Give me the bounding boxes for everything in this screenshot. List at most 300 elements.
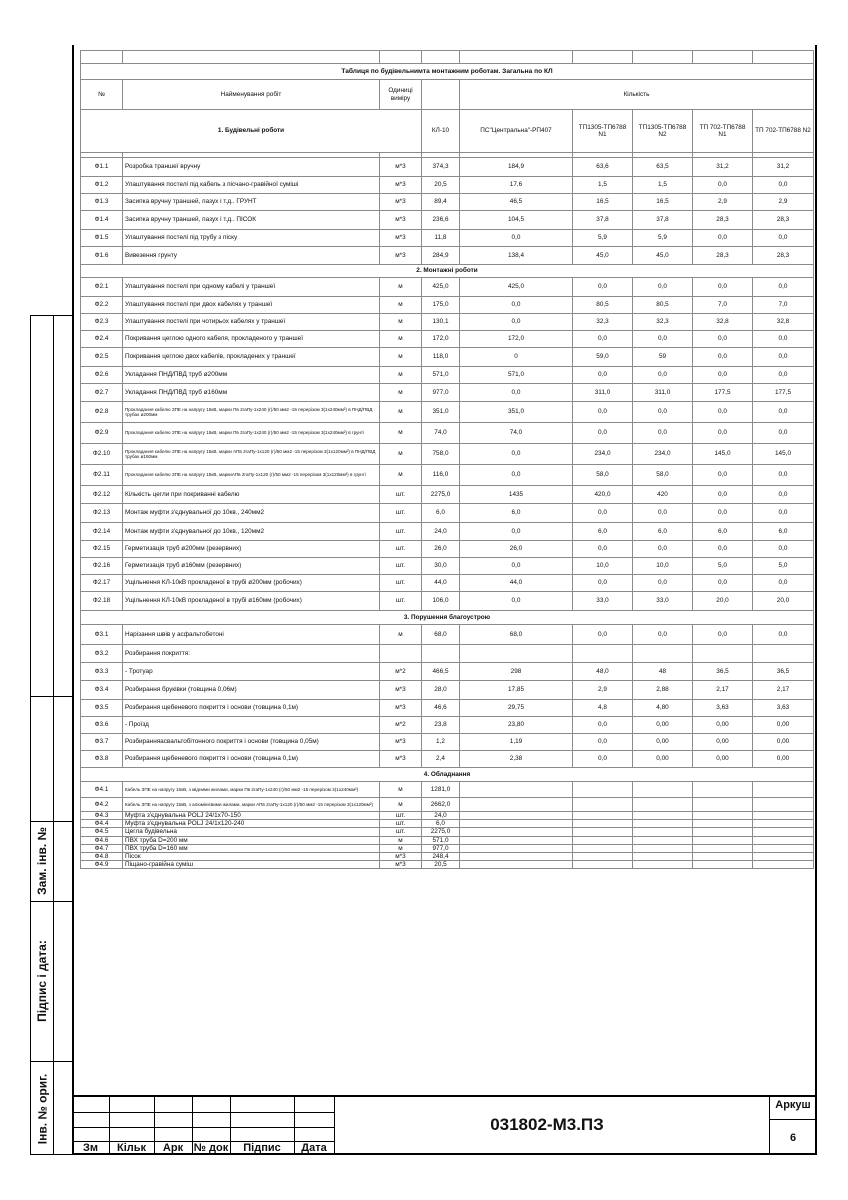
row-value: 1,2 <box>422 734 460 751</box>
row-value: 0,0 <box>573 575 633 592</box>
row-value: 177,5 <box>753 384 814 402</box>
row-unit: м*3 <box>380 194 422 211</box>
row-value: 11,8 <box>422 230 460 247</box>
row-value: 0,0 <box>753 177 814 194</box>
row-name: Герметизація труб ø200мм (резервних) <box>123 541 380 558</box>
row-number: Ф3.2 <box>81 645 123 663</box>
row-number: Ф2.8 <box>81 402 123 423</box>
row-number: Ф2.2 <box>81 297 123 314</box>
row-name: Піщано-гравійна суміш <box>123 861 380 869</box>
table-row <box>81 230 814 247</box>
row-unit: шт. <box>380 592 422 611</box>
row-value: 16,5 <box>573 194 633 211</box>
row-value: 0,0 <box>633 367 693 384</box>
row-unit: м <box>380 798 422 812</box>
row-name: Розбирання щебеневого покриття і основи (товщина 0,1м) <box>123 751 380 768</box>
row-value: 0,0 <box>693 402 753 423</box>
stamp-label-date: Дата <box>301 1142 327 1154</box>
row-value: 172,0 <box>422 331 460 348</box>
row-value: 3,63 <box>753 700 814 717</box>
row-value: 0,0 <box>753 575 814 592</box>
row-unit: м*3 <box>380 681 422 700</box>
row-value: 0,00 <box>633 717 693 734</box>
row-unit: шт. <box>380 575 422 592</box>
row-unit: м <box>380 384 422 402</box>
row-value: 24,0 <box>422 812 460 820</box>
row-name: Кабель ЗПЕ на напругу 15кВ, з алюмінієвими жилами, марки АПв 2гаПу-1х120 (г)/50 мм2 -15 перерізом 3(1х120мм²) <box>123 798 380 812</box>
row-number: Ф4.8 <box>81 852 123 860</box>
row-value: 0,00 <box>753 717 814 734</box>
row-value: 10,0 <box>573 558 633 575</box>
row-value: 0,0 <box>573 717 633 734</box>
row-value: 2,88 <box>633 681 693 700</box>
stamp-divider <box>769 1119 817 1120</box>
row-value: 0,0 <box>693 367 753 384</box>
table-row <box>81 592 814 611</box>
row-value: 0,0 <box>573 331 633 348</box>
section-header-row <box>81 265 814 278</box>
stamp-label-quantity: Кільк <box>116 1142 147 1154</box>
row-value <box>460 828 573 836</box>
table-row <box>81 486 814 504</box>
row-value: 6,0 <box>693 523 753 541</box>
row-unit: шт. <box>380 486 422 504</box>
row-number: Ф3.6 <box>81 717 123 734</box>
row-unit: м <box>380 331 422 348</box>
row-value: 29,75 <box>460 700 573 717</box>
col-header: ТП1305-ТП6788 N2 <box>633 110 693 153</box>
row-value: 420,0 <box>573 486 633 504</box>
row-unit: м*2 <box>380 663 422 681</box>
stamp-label-doc-number: № док <box>193 1142 229 1154</box>
row-unit: м <box>380 465 422 486</box>
row-number: Ф3.8 <box>81 751 123 768</box>
row-value <box>633 782 693 798</box>
row-value <box>633 645 693 663</box>
row-value: 0,0 <box>693 423 753 444</box>
row-value: 26,0 <box>422 541 460 558</box>
table-row <box>81 575 814 592</box>
row-number: Ф3.1 <box>81 625 123 645</box>
row-value: 145,0 <box>693 444 753 465</box>
row-unit: шт. <box>380 812 422 820</box>
row-unit: м*3 <box>380 734 422 751</box>
row-name: Муфта з'єднувальна POLJ 24/1х70-150 <box>123 812 380 820</box>
row-unit: м <box>380 844 422 852</box>
row-value: 1281,0 <box>422 782 460 798</box>
row-value: 1,5 <box>633 177 693 194</box>
table-row <box>81 247 814 265</box>
row-value: 571,0 <box>460 367 573 384</box>
row-name: Прокладання кабелю ЗПЕ на напругу 15кВ, марки АПв 2гаПу-1х120 (г)/50 мм2 -15 перерізом 3(1х120мм²) в ПНД/ПВД трубах ø160мм <box>123 444 380 465</box>
row-value: 0,0 <box>693 331 753 348</box>
table-row <box>81 558 814 575</box>
row-value: 351,0 <box>460 402 573 423</box>
row-number: Ф1.1 <box>81 158 123 177</box>
row-value: 0,0 <box>460 523 573 541</box>
row-unit: м <box>380 625 422 645</box>
row-value: 0,0 <box>633 575 693 592</box>
row-value: 0,0 <box>753 278 814 297</box>
row-unit: м*3 <box>380 700 422 717</box>
document-code: 031802-М3.ПЗ <box>490 1115 604 1134</box>
section-title: 4. Обладнання <box>81 768 814 782</box>
row-number: Ф2.18 <box>81 592 123 611</box>
row-unit: м <box>380 278 422 297</box>
row-unit: м*3 <box>380 852 422 860</box>
row-value <box>753 812 814 820</box>
row-value <box>633 798 693 812</box>
row-number: Ф4.1 <box>81 782 123 798</box>
row-value: 24,0 <box>422 523 460 541</box>
title-block <box>72 1095 817 1155</box>
row-unit: м*3 <box>380 158 422 177</box>
stamp-label-sheet: Арк <box>162 1142 184 1154</box>
row-name: Кабель ЗПЕ на напругу 15кВ, з мідними жилами, марки Пв 2гаПу-1х240 (г)/50 мм2 -15 перерізом 3(1х240мм²) <box>123 782 380 798</box>
row-name: Укладання ПНД/ПВД труб ø160мм <box>123 384 380 402</box>
row-value: 5,0 <box>693 558 753 575</box>
row-value: 0,0 <box>633 625 693 645</box>
section-title: 3. Порушення благоустрою <box>81 611 814 625</box>
row-value: 1,19 <box>460 734 573 751</box>
col-header: ТП 702-ТП6788 N1 <box>693 110 753 153</box>
row-value: 2275,0 <box>422 486 460 504</box>
table-row <box>81 681 814 700</box>
row-value <box>460 782 573 798</box>
row-value: 0,0 <box>753 504 814 523</box>
row-value: 20,0 <box>693 592 753 611</box>
table-row <box>81 211 814 230</box>
row-name: - Проїзд <box>123 717 380 734</box>
row-value: 46,6 <box>422 700 460 717</box>
row-value: 0,0 <box>460 592 573 611</box>
row-value: 0,0 <box>573 278 633 297</box>
row-value: 0,0 <box>693 504 753 523</box>
table-row <box>81 751 814 768</box>
row-value: 28,3 <box>693 247 753 265</box>
table-row <box>81 700 814 717</box>
row-value: 0,00 <box>693 734 753 751</box>
table-row <box>81 367 814 384</box>
row-value: 118,0 <box>422 348 460 367</box>
row-value: 0,0 <box>573 734 633 751</box>
row-value: 16,5 <box>633 194 693 211</box>
row-value: 33,0 <box>633 592 693 611</box>
margin-divider <box>31 696 72 697</box>
row-number: Ф1.2 <box>81 177 123 194</box>
row-value: 20,0 <box>753 592 814 611</box>
row-value: 5,0 <box>753 558 814 575</box>
row-name: ПВХ труба D=200 мм <box>123 836 380 844</box>
row-value: 977,0 <box>422 844 460 852</box>
row-value <box>693 798 753 812</box>
row-value <box>422 645 460 663</box>
row-value: 59,0 <box>573 348 633 367</box>
table-row <box>81 820 814 828</box>
table-row <box>81 625 814 645</box>
row-value: 298 <box>460 663 573 681</box>
stamp-divider <box>72 1112 334 1113</box>
row-number: Ф2.11 <box>81 465 123 486</box>
row-value: 31,2 <box>753 158 814 177</box>
table-row <box>81 423 814 444</box>
row-number: Ф1.4 <box>81 211 123 230</box>
row-name: Покривання цеглою двох кабелів, прокладених у траншеї <box>123 348 380 367</box>
row-value: 311,0 <box>573 384 633 402</box>
table-row <box>81 177 814 194</box>
row-number: Ф2.6 <box>81 367 123 384</box>
row-value: 0,0 <box>633 278 693 297</box>
row-value: 0,0 <box>753 541 814 558</box>
row-value: 63,6 <box>573 158 633 177</box>
section-header-row <box>81 768 814 782</box>
row-value: 0,0 <box>633 541 693 558</box>
row-name: Розбирання бруківки (товщина 0,06м) <box>123 681 380 700</box>
row-name: Улаштування постелі під трубу з піску <box>123 230 380 247</box>
row-value: 20,5 <box>422 861 460 869</box>
table-row <box>81 194 814 211</box>
row-value: 20,5 <box>422 177 460 194</box>
row-value: 1435 <box>460 486 573 504</box>
row-value: 116,0 <box>422 465 460 486</box>
row-value <box>633 836 693 844</box>
row-value: 44,0 <box>460 575 573 592</box>
row-value: 0,0 <box>753 486 814 504</box>
col-header: КЛ-10 <box>422 110 460 153</box>
row-value <box>460 836 573 844</box>
row-value <box>573 812 633 820</box>
row-value: 0,0 <box>693 278 753 297</box>
row-value: 0,0 <box>573 402 633 423</box>
row-value: 0,00 <box>753 751 814 768</box>
row-value: 248,4 <box>422 852 460 860</box>
row-name: Улаштування постелі при одному кабелі у траншеї <box>123 278 380 297</box>
table-row <box>81 504 814 523</box>
row-value <box>460 812 573 820</box>
row-value: 284,9 <box>422 247 460 265</box>
row-value <box>753 782 814 798</box>
row-unit: м*3 <box>380 177 422 194</box>
row-value: 425,0 <box>422 278 460 297</box>
row-unit: шт. <box>380 504 422 523</box>
row-value: 74,0 <box>422 423 460 444</box>
works-table <box>80 50 814 869</box>
row-value: 0,0 <box>460 384 573 402</box>
row-name: Прокладання кабелю ЗПЕ на напругу 15кВ, марки Пв 2гаПу-1х240 (г)/50 мм2 -15 перерізом 3(1х240мм²) в грунті <box>123 423 380 444</box>
table-row <box>81 444 814 465</box>
sheet-label: Аркуш <box>775 1099 811 1111</box>
row-value <box>460 861 573 869</box>
row-value: 0,0 <box>460 297 573 314</box>
row-value: 466,5 <box>422 663 460 681</box>
row-value <box>573 836 633 844</box>
row-name: ПВХ труба D=160 мм <box>123 844 380 852</box>
row-unit: м*2 <box>380 717 422 734</box>
stamp-divider <box>72 1127 334 1128</box>
row-value: 0,0 <box>753 348 814 367</box>
row-value <box>693 812 753 820</box>
row-value: 80,5 <box>633 297 693 314</box>
row-value: 28,3 <box>753 247 814 265</box>
row-number: Ф2.16 <box>81 558 123 575</box>
section-title: 2. Монтажні роботи <box>81 265 814 278</box>
row-value: 0 <box>460 348 573 367</box>
row-value: 177,5 <box>693 384 753 402</box>
row-value: 3,63 <box>693 700 753 717</box>
row-value: 37,8 <box>573 211 633 230</box>
row-value <box>693 852 753 860</box>
row-value: 175,0 <box>422 297 460 314</box>
row-value: 130,1 <box>422 314 460 331</box>
row-number: Ф4.2 <box>81 798 123 812</box>
row-number: Ф2.9 <box>81 423 123 444</box>
row-name: Покривання цеглою одного кабеля, прокладеного у траншеї <box>123 331 380 348</box>
row-value: 351,0 <box>422 402 460 423</box>
row-value: 58,0 <box>633 465 693 486</box>
header-name: Найменування робіт <box>123 80 380 110</box>
row-value: 6,0 <box>633 523 693 541</box>
row-number: Ф2.3 <box>81 314 123 331</box>
row-value: 31,2 <box>693 158 753 177</box>
row-value: 68,0 <box>460 625 573 645</box>
table-row <box>81 663 814 681</box>
row-value: 0,0 <box>753 230 814 247</box>
row-name: Засипка вручну траншей, пазух і т.д.. ПІСОК <box>123 211 380 230</box>
row-value: 0,00 <box>693 751 753 768</box>
row-value: 17,85 <box>460 681 573 700</box>
table-row <box>81 465 814 486</box>
row-value: 0,0 <box>753 625 814 645</box>
table-title: Таблиця по будівельнимта монтажним роботам. Загальна по КЛ <box>81 64 814 80</box>
row-value <box>693 844 753 852</box>
col-header: ТП 702-ТП6788 N2 <box>753 110 814 153</box>
row-number: Ф2.10 <box>81 444 123 465</box>
row-name: Цегла будівельна <box>123 828 380 836</box>
row-value <box>753 798 814 812</box>
row-value: 2,9 <box>693 194 753 211</box>
row-unit: м <box>380 836 422 844</box>
row-value: 0,0 <box>633 331 693 348</box>
table-row <box>81 717 814 734</box>
row-value <box>573 852 633 860</box>
table-row <box>81 523 814 541</box>
table-row <box>81 812 814 820</box>
row-name: Монтаж муфти з'єднувальної до 10кв., 120мм2 <box>123 523 380 541</box>
row-value <box>573 861 633 869</box>
row-value: 0,0 <box>753 331 814 348</box>
row-value <box>460 798 573 812</box>
row-value: 7,0 <box>753 297 814 314</box>
row-number: Ф2.14 <box>81 523 123 541</box>
row-value: 172,0 <box>460 331 573 348</box>
row-value: 17,6 <box>460 177 573 194</box>
row-value <box>753 844 814 852</box>
table-row <box>81 645 814 663</box>
row-value: 0,0 <box>573 625 633 645</box>
row-number: Ф2.4 <box>81 331 123 348</box>
row-unit: м*3 <box>380 751 422 768</box>
row-name: Засипка вручну траншей, пазух і т.д.. ГРУНТ <box>123 194 380 211</box>
row-value: 2,17 <box>753 681 814 700</box>
row-value: 0,0 <box>460 558 573 575</box>
row-number: Ф2.13 <box>81 504 123 523</box>
row-name: Улаштування постелі при чотирьох кабелях у траншеї <box>123 314 380 331</box>
row-value: 0,00 <box>753 734 814 751</box>
margin-label-signature-date: Підпис і дата: <box>35 940 49 1022</box>
row-name: Герметизація труб ø160мм (резервних) <box>123 558 380 575</box>
row-value: 420 <box>633 486 693 504</box>
row-value: 48,0 <box>573 663 633 681</box>
row-value: 0,0 <box>753 367 814 384</box>
row-value <box>753 861 814 869</box>
row-value <box>573 798 633 812</box>
row-value <box>753 645 814 663</box>
stamp-label-change: Зм <box>82 1142 99 1154</box>
row-unit: шт. <box>380 558 422 575</box>
row-value: 0,0 <box>573 423 633 444</box>
row-value: 74,0 <box>460 423 573 444</box>
table-row <box>81 158 814 177</box>
section-header-row <box>81 611 814 625</box>
margin-label-replacement: Зам. інв. № <box>35 827 49 895</box>
row-value: 2,17 <box>693 681 753 700</box>
row-value: 6,0 <box>753 523 814 541</box>
row-value: 30,0 <box>422 558 460 575</box>
row-value: 33,0 <box>573 592 633 611</box>
row-value: 4,80 <box>633 700 693 717</box>
row-value <box>573 844 633 852</box>
row-value: 7,0 <box>693 297 753 314</box>
row-value <box>693 828 753 836</box>
row-value: 32,3 <box>573 314 633 331</box>
row-value: 106,0 <box>422 592 460 611</box>
row-unit: м <box>380 444 422 465</box>
row-number: Ф2.15 <box>81 541 123 558</box>
row-value: 5,9 <box>573 230 633 247</box>
row-value <box>633 828 693 836</box>
row-number: Ф3.5 <box>81 700 123 717</box>
row-value: 0,0 <box>693 177 753 194</box>
row-number: Ф3.3 <box>81 663 123 681</box>
row-value: 0,0 <box>573 751 633 768</box>
row-unit: м*3 <box>380 247 422 265</box>
row-value <box>693 820 753 828</box>
row-value <box>753 852 814 860</box>
table-row <box>81 348 814 367</box>
row-number: Ф1.5 <box>81 230 123 247</box>
row-value: 28,3 <box>693 211 753 230</box>
row-value: 0,0 <box>460 314 573 331</box>
margin-stamp <box>30 315 72 1155</box>
stamp-divider <box>334 1097 335 1155</box>
row-value: 1,5 <box>573 177 633 194</box>
row-value <box>753 828 814 836</box>
table-row <box>81 297 814 314</box>
row-value: 36,5 <box>753 663 814 681</box>
row-number: Ф4.3 <box>81 812 123 820</box>
row-value: 23,80 <box>460 717 573 734</box>
row-number: Ф4.6 <box>81 836 123 844</box>
row-number: Ф3.7 <box>81 734 123 751</box>
row-value: 58,0 <box>573 465 633 486</box>
row-value: 0,0 <box>460 444 573 465</box>
row-value: 0,0 <box>460 465 573 486</box>
table-row <box>81 836 814 844</box>
row-value: 45,0 <box>633 247 693 265</box>
row-number: Ф2.1 <box>81 278 123 297</box>
row-value: 6,0 <box>573 523 633 541</box>
row-name: Пісок <box>123 852 380 860</box>
